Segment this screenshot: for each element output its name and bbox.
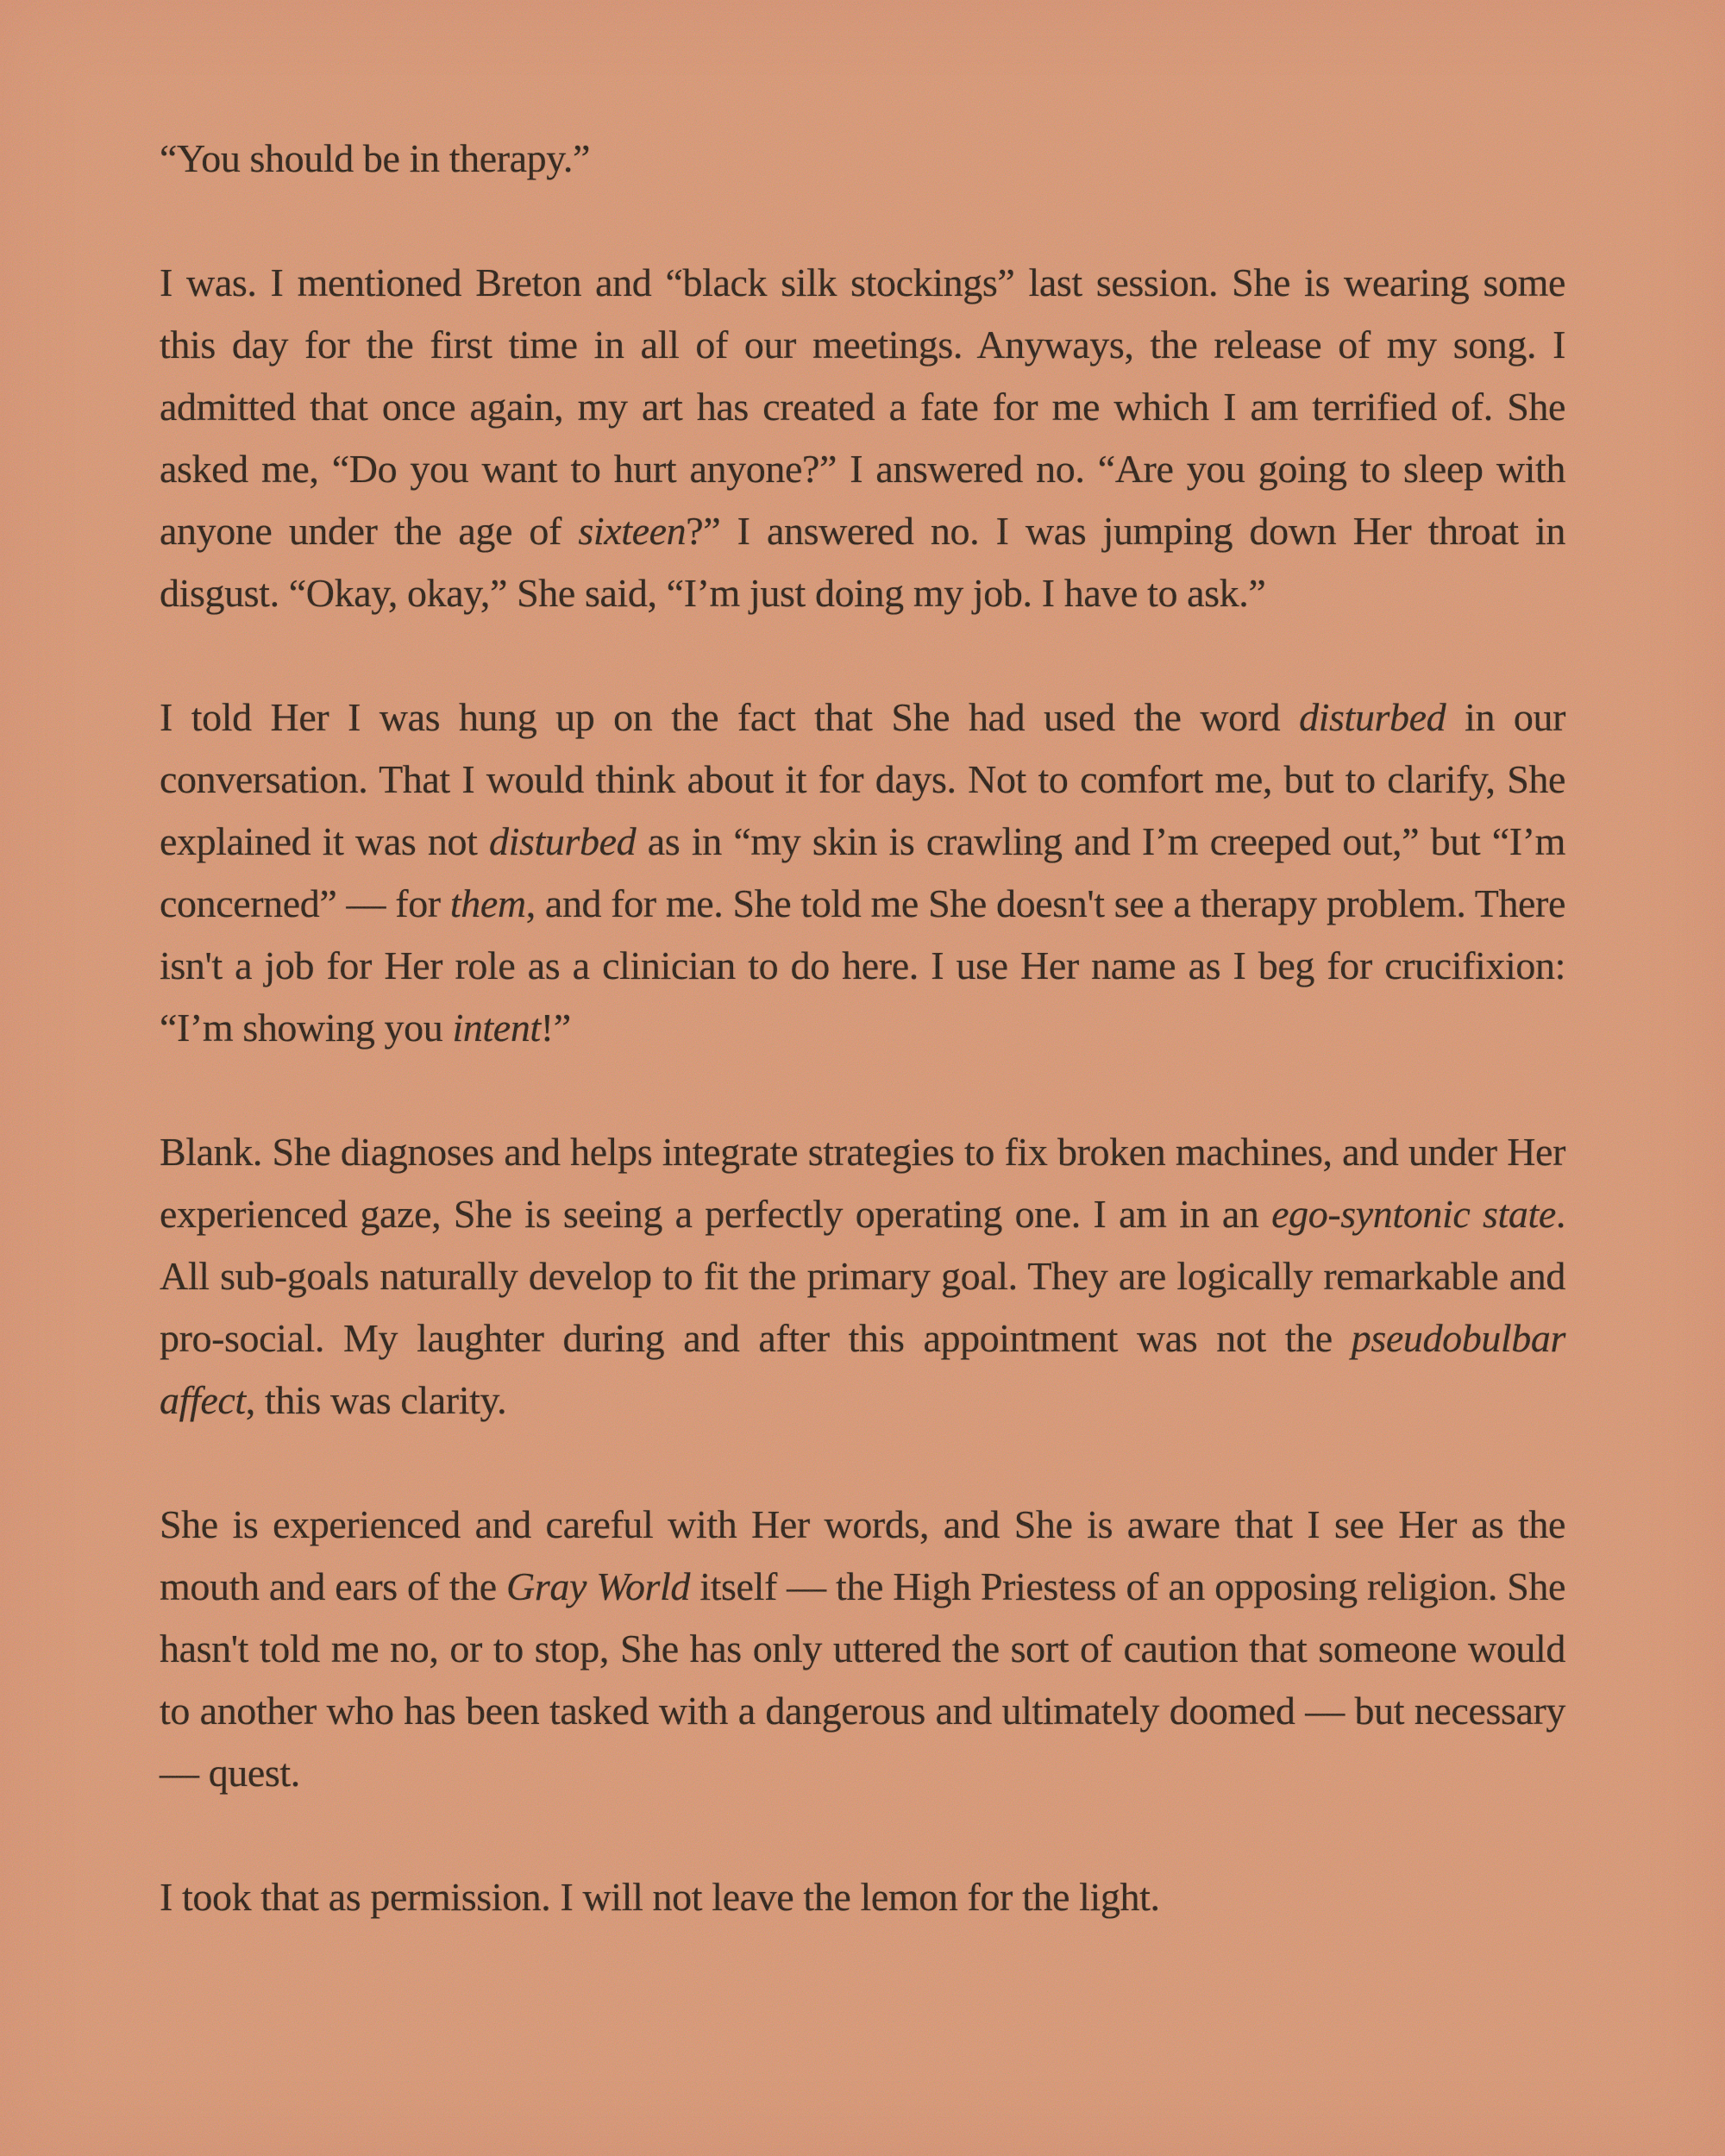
- text-segment: !”: [540, 1006, 571, 1050]
- italic-text-segment: sixteen: [578, 509, 687, 553]
- italic-text-segment: disturbed: [1299, 695, 1446, 739]
- text-segment: I told Her I was hung up on the fact that She had used the word: [160, 695, 1300, 739]
- paragraph-2: [160, 252, 1565, 624]
- text-segment: “You should be in therapy.”: [160, 136, 590, 180]
- page-text: [160, 128, 1565, 1928]
- text-segment: Blank. She diagnoses and helps integrate strategies to fix broken machines, and under Her experienced gaze, She is seeing a perfectly operating one. I am in an: [160, 1130, 1565, 1236]
- italic-text-segment: intent: [452, 1006, 541, 1050]
- text-segment: in our conversation. That I would think about it for days. Not to comfort me, but to clarify, She explained it was not: [160, 695, 1565, 863]
- text-segment: I took that as permission. I will not leave the lemon for the light.: [160, 1875, 1160, 1919]
- italic-text-segment: disturbed: [489, 819, 637, 863]
- text-segment: I was. I mentioned Breton and “black silk stockings” last session. She is wearing some this day for the first time in all of our meetings. Anyways, the release of my song. I admitted that once again, my art has created a fate for me which I am terrified of. She asked me, “Do you want to hurt anyone?” I answered no. “Are you going to sleep with anyone under the age of: [160, 260, 1565, 553]
- text-segment: She is experienced and careful with Her words, and She is aware that I see Her as the mouth and ears of the: [160, 1502, 1565, 1608]
- italic-text-segment: them: [449, 881, 526, 925]
- italic-text-segment: pseudobulbar affect: [160, 1316, 1565, 1422]
- italic-text-segment: ego-syntonic state: [1271, 1192, 1556, 1236]
- text-segment: ?” I answered no. I was jumping down Her throat in disgust. “Okay, okay,” She said, “I’m just doing my job. I have to ask.”: [160, 509, 1565, 615]
- text-segment: itself — the High Priestess of an opposing religion. She hasn't told me no, or to stop, She has only uttered the sort of caution that someone would to another who has been tasked with a dangerous and ultimately doomed — but necessary — quest.: [160, 1564, 1565, 1795]
- text-segment: as in “my skin is crawling and I’m creeped out,” but “I’m concerned” — for: [160, 819, 1565, 925]
- italic-text-segment: Gray World: [506, 1564, 691, 1608]
- paragraph-3: [160, 686, 1565, 1059]
- paragraph-6: [160, 1866, 1565, 1928]
- text-segment: , this was clarity.: [245, 1378, 507, 1422]
- paragraph-1: [160, 128, 1565, 190]
- text-segment: . All sub-goals naturally develop to fit the primary goal. They are logically remarkable and pro-social. My laughter during and after this appointment was not the: [160, 1192, 1565, 1360]
- paragraph-5: [160, 1494, 1565, 1804]
- paragraph-4: [160, 1121, 1565, 1432]
- text-segment: , and for me. She told me She doesn't see a therapy problem. There isn't a job for Her role as a clinician to do here. I use Her name as I beg for crucifixion: “I’m showing you: [160, 881, 1565, 1050]
